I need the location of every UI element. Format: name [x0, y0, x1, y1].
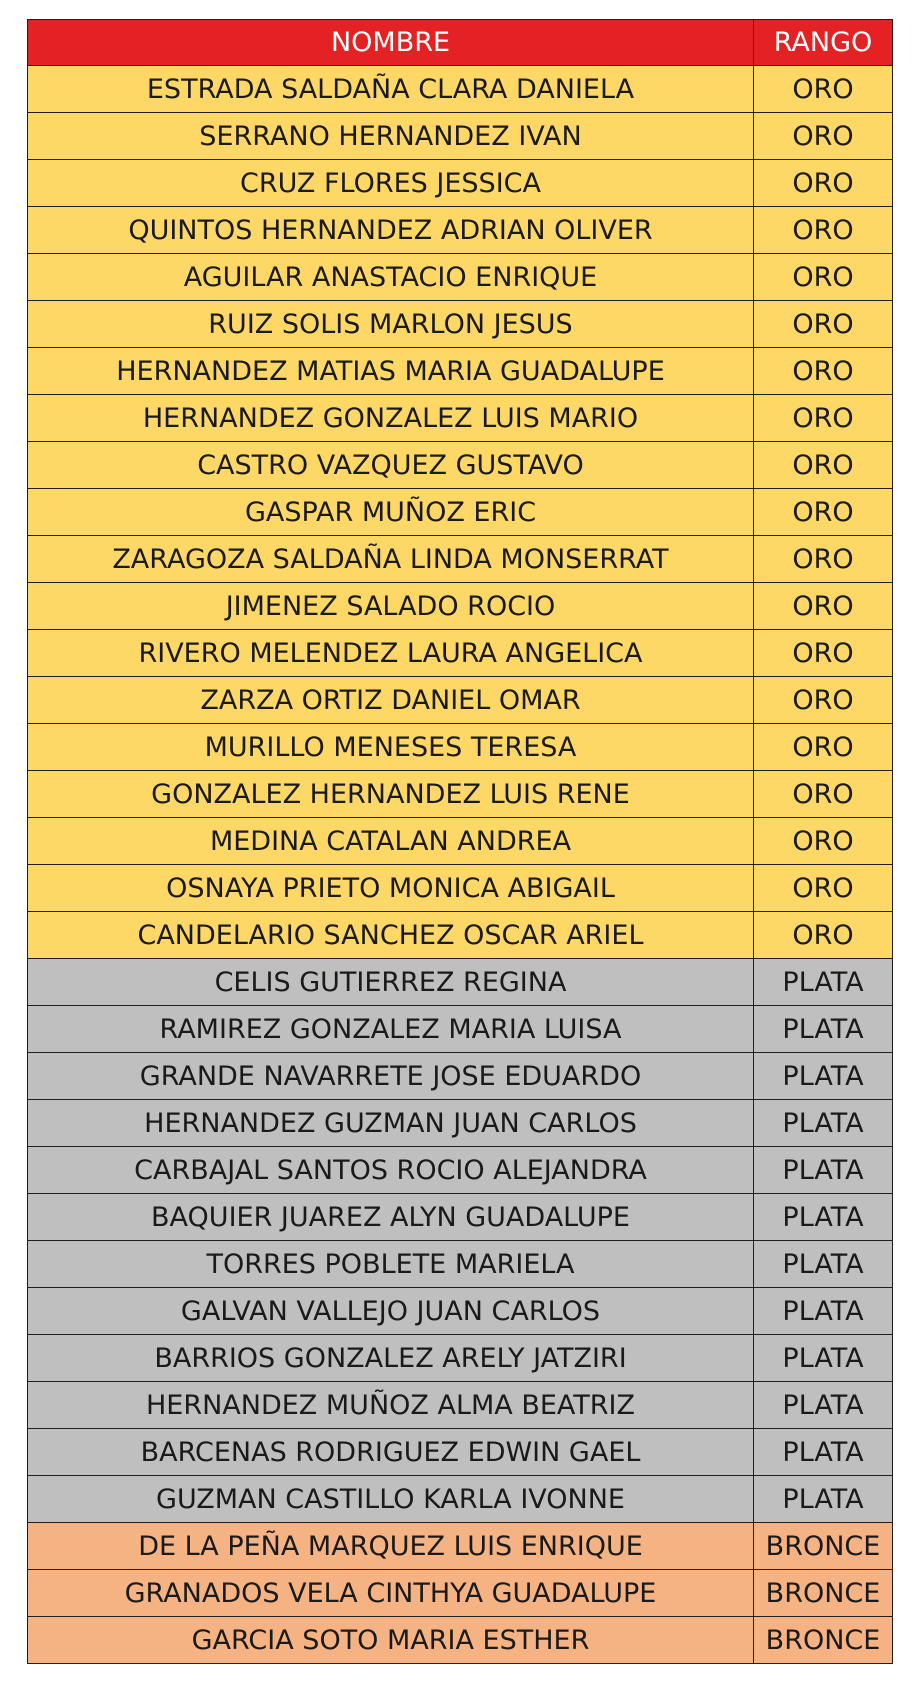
cell-nombre: HERNANDEZ GUZMAN JUAN CARLOS: [28, 1100, 754, 1147]
cell-nombre: JIMENEZ SALADO ROCIO: [28, 583, 754, 630]
cell-rango: ORO: [754, 301, 893, 348]
table-row: [28, 160, 893, 207]
cell-nombre: MEDINA CATALAN ANDREA: [28, 818, 754, 865]
cell-rango: ORO: [754, 865, 893, 912]
cell-rango: PLATA: [754, 1382, 893, 1429]
cell-nombre: GONZALEZ HERNANDEZ LUIS RENE: [28, 771, 754, 818]
table-row: [28, 1288, 893, 1335]
cell-nombre: OSNAYA PRIETO MONICA ABIGAIL: [28, 865, 754, 912]
cell-nombre: BAQUIER JUAREZ ALYN GUADALUPE: [28, 1194, 754, 1241]
table-body: [28, 66, 893, 1664]
cell-rango: ORO: [754, 254, 893, 301]
cell-rango: PLATA: [754, 1100, 893, 1147]
table-row: [28, 1382, 893, 1429]
table-row: [28, 677, 893, 724]
cell-rango: PLATA: [754, 1194, 893, 1241]
cell-nombre: GUZMAN CASTILLO KARLA IVONNE: [28, 1476, 754, 1523]
table-row: [28, 818, 893, 865]
table-row: [28, 1523, 893, 1570]
cell-rango: PLATA: [754, 1476, 893, 1523]
cell-nombre: RUIZ SOLIS MARLON JESUS: [28, 301, 754, 348]
cell-nombre: CARBAJAL SANTOS ROCIO ALEJANDRA: [28, 1147, 754, 1194]
cell-nombre: CRUZ FLORES JESSICA: [28, 160, 754, 207]
table-row: [28, 1429, 893, 1476]
cell-rango: ORO: [754, 348, 893, 395]
cell-rango: ORO: [754, 489, 893, 536]
cell-nombre: MURILLO MENESES TERESA: [28, 724, 754, 771]
table-row: [28, 113, 893, 160]
cell-nombre: RAMIREZ GONZALEZ MARIA LUISA: [28, 1006, 754, 1053]
cell-rango: ORO: [754, 771, 893, 818]
table-row: [28, 1617, 893, 1664]
cell-nombre: GRANADOS VELA CINTHYA GUADALUPE: [28, 1570, 754, 1617]
cell-rango: ORO: [754, 724, 893, 771]
table-row: [28, 536, 893, 583]
cell-rango: ORO: [754, 912, 893, 959]
cell-rango: PLATA: [754, 1288, 893, 1335]
table-row: [28, 865, 893, 912]
cell-rango: PLATA: [754, 1006, 893, 1053]
cell-nombre: TORRES POBLETE MARIELA: [28, 1241, 754, 1288]
cell-rango: ORO: [754, 677, 893, 724]
table-row: [28, 207, 893, 254]
cell-nombre: HERNANDEZ MUÑOZ ALMA BEATRIZ: [28, 1382, 754, 1429]
cell-nombre: GALVAN VALLEJO JUAN CARLOS: [28, 1288, 754, 1335]
cell-nombre: CASTRO VAZQUEZ GUSTAVO: [28, 442, 754, 489]
cell-nombre: RIVERO MELENDEZ LAURA ANGELICA: [28, 630, 754, 677]
table-row: [28, 959, 893, 1006]
cell-nombre: SERRANO HERNANDEZ IVAN: [28, 113, 754, 160]
table-row: [28, 912, 893, 959]
cell-rango: ORO: [754, 583, 893, 630]
cell-rango: BRONCE: [754, 1617, 893, 1664]
table-row: [28, 348, 893, 395]
table-row: [28, 66, 893, 113]
table-row: [28, 1147, 893, 1194]
cell-rango: PLATA: [754, 1241, 893, 1288]
cell-nombre: HERNANDEZ MATIAS MARIA GUADALUPE: [28, 348, 754, 395]
header-row: [28, 20, 893, 66]
cell-rango: ORO: [754, 160, 893, 207]
cell-rango: PLATA: [754, 1147, 893, 1194]
cell-rango: ORO: [754, 66, 893, 113]
table-row: [28, 1053, 893, 1100]
cell-nombre: DE LA PEÑA MARQUEZ LUIS ENRIQUE: [28, 1523, 754, 1570]
table-row: [28, 301, 893, 348]
table-row: [28, 1194, 893, 1241]
header-nombre: NOMBRE: [28, 20, 754, 66]
cell-nombre: BARRIOS GONZALEZ ARELY JATZIRI: [28, 1335, 754, 1382]
cell-rango: BRONCE: [754, 1523, 893, 1570]
table-row: [28, 442, 893, 489]
cell-nombre: ZARZA ORTIZ DANIEL OMAR: [28, 677, 754, 724]
table-row: [28, 1335, 893, 1382]
table-row: [28, 395, 893, 442]
cell-rango: ORO: [754, 207, 893, 254]
cell-nombre: HERNANDEZ GONZALEZ LUIS MARIO: [28, 395, 754, 442]
cell-nombre: GASPAR MUÑOZ ERIC: [28, 489, 754, 536]
cell-rango: ORO: [754, 395, 893, 442]
cell-rango: ORO: [754, 630, 893, 677]
table-row: [28, 1006, 893, 1053]
cell-rango: ORO: [754, 818, 893, 865]
table-row: [28, 1570, 893, 1617]
cell-nombre: GARCIA SOTO MARIA ESTHER: [28, 1617, 754, 1664]
cell-rango: PLATA: [754, 959, 893, 1006]
table-row: [28, 1100, 893, 1147]
cell-nombre: ZARAGOZA SALDAÑA LINDA MONSERRAT: [28, 536, 754, 583]
table-row: [28, 771, 893, 818]
table-row: [28, 489, 893, 536]
table-row: [28, 630, 893, 677]
cell-rango: ORO: [754, 536, 893, 583]
cell-rango: PLATA: [754, 1429, 893, 1476]
cell-nombre: BARCENAS RODRIGUEZ EDWIN GAEL: [28, 1429, 754, 1476]
table-row: [28, 583, 893, 630]
table-row: [28, 1241, 893, 1288]
cell-nombre: CELIS GUTIERREZ REGINA: [28, 959, 754, 1006]
cell-rango: ORO: [754, 442, 893, 489]
cell-rango: ORO: [754, 113, 893, 160]
cell-nombre: QUINTOS HERNANDEZ ADRIAN OLIVER: [28, 207, 754, 254]
cell-nombre: ESTRADA SALDAÑA CLARA DANIELA: [28, 66, 754, 113]
cell-rango: PLATA: [754, 1053, 893, 1100]
cell-nombre: CANDELARIO SANCHEZ OSCAR ARIEL: [28, 912, 754, 959]
header-rango: RANGO: [754, 20, 893, 66]
cell-rango: PLATA: [754, 1335, 893, 1382]
table-row: [28, 254, 893, 301]
table-row: [28, 724, 893, 771]
cell-rango: BRONCE: [754, 1570, 893, 1617]
cell-nombre: AGUILAR ANASTACIO ENRIQUE: [28, 254, 754, 301]
table-row: [28, 1476, 893, 1523]
ranking-table: [27, 19, 893, 1664]
cell-nombre: GRANDE NAVARRETE JOSE EDUARDO: [28, 1053, 754, 1100]
